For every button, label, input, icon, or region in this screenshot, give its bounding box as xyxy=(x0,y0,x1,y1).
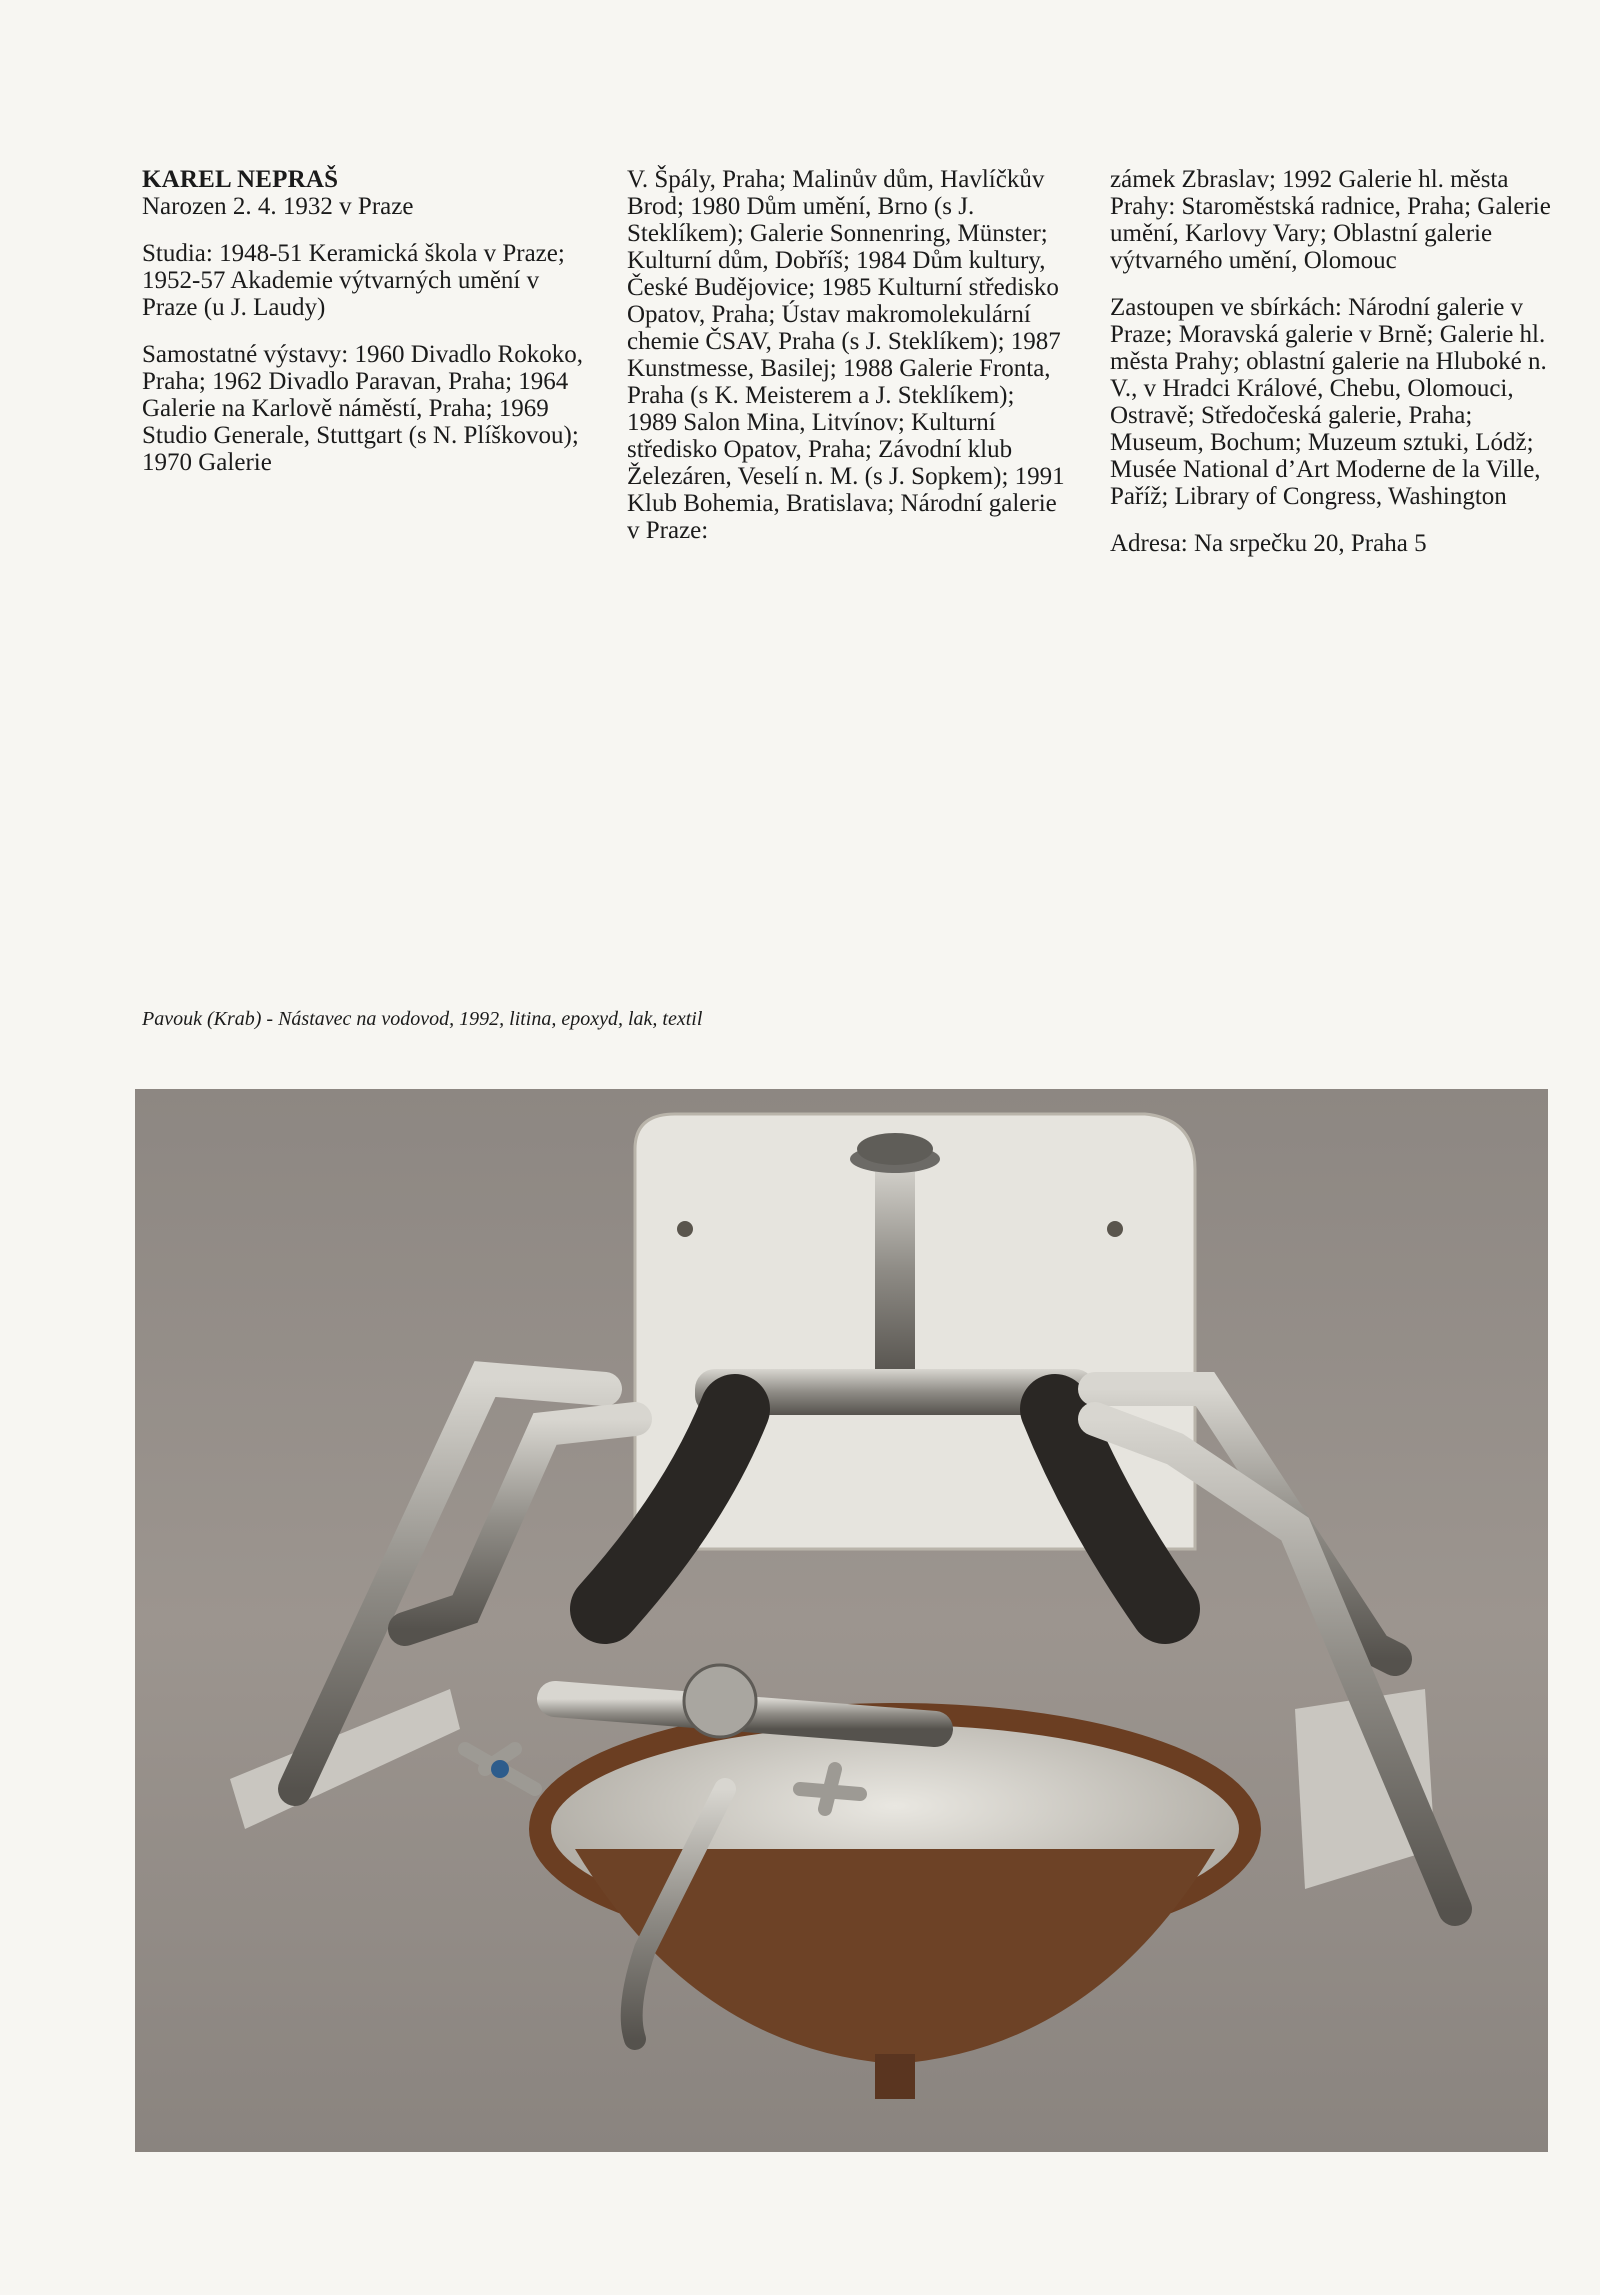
exhibitions-paragraph-end: zámek Zbraslav; 1992 Galerie hl. města Prahy: Staroměstská radnice, Praha; Galerie umění, Karlovy Vary; Oblastní galerie výtvarného umění, Olomouc xyxy=(1110,166,1551,274)
artist-name: KAREL NEPRAŠ xyxy=(142,166,339,193)
birth-info: Narozen 2. 4. 1932 v Praze xyxy=(142,193,414,220)
photo-caption: Pavouk (Krab) - Nástavec na vodovod, 1992, litina, epoxyd, lak, textil xyxy=(142,1008,703,1030)
valve-handle xyxy=(857,1133,933,1165)
exhibitions-paragraph-continued: V. Špály, Praha; Malinův dům, Havlíčkův Brod; 1980 Dům umění, Brno (s J. Steklíkem); Galerie Sonnenring, Münster; Kulturní dům, Dobříš; 1984 Dům kultury, České Budějovice; 1985 Kulturní středisko Opatov, Praha; Ústav makromolekulární chemie ČSAV, Praha (s J. Steklíkem); 1987 Kunstmesse, Basilej; 1988 Galerie Fronta, Praha (s K. Meisterem a J. Steklíkem); 1989 Salon Mina, Litvínov; Kulturní středisko Opatov, Praha; Závodní klub Železáren, Veselí n. M. (s J. Sopkem); 1991 Klub Bohemia, Bratislava; Národní galerie v Praze: xyxy=(627,166,1065,544)
exhibitions-paragraph-start: Samostatné výstavy: 1960 Divadlo Rokoko, Praha; 1962 Divadlo Paravan, Praha; 1964 Galerie na Karlově náměstí, Praha; 1969 Studio Generale, Stuttgart (s N. Plíškovou); 1970 Galerie xyxy=(142,341,583,476)
sculpture-illustration xyxy=(135,1089,1548,2152)
address-line: Adresa: Na srpečku 20, Praha 5 xyxy=(1110,530,1427,557)
collections-paragraph: Zastoupen ve sbírkách: Národní galerie v Praze; Moravská galerie v Brně; Galerie hl. města Prahy; oblastní galerie na Hluboké n. V., v Hradci Králové, Chebu, Olomouci, Ostravě; Středočeská galerie, Praha; Museum, Bochum; Muzeum sztuki, Lódž; Musée National d’Art Moderne de la Ville, Paříž; Library of Congress, Washington xyxy=(1110,294,1547,510)
studies-paragraph: Studia: 1948-51 Keramická škola v Praze; 1952-57 Akademie výtvarných umění v Praze (u J. Laudy) xyxy=(142,240,565,321)
central-faucet xyxy=(875,1159,915,1379)
text-column-1 xyxy=(142,166,597,496)
artwork-photo xyxy=(135,1089,1548,2152)
text-column-3 xyxy=(1110,166,1570,577)
text-column-2 xyxy=(627,166,1067,564)
